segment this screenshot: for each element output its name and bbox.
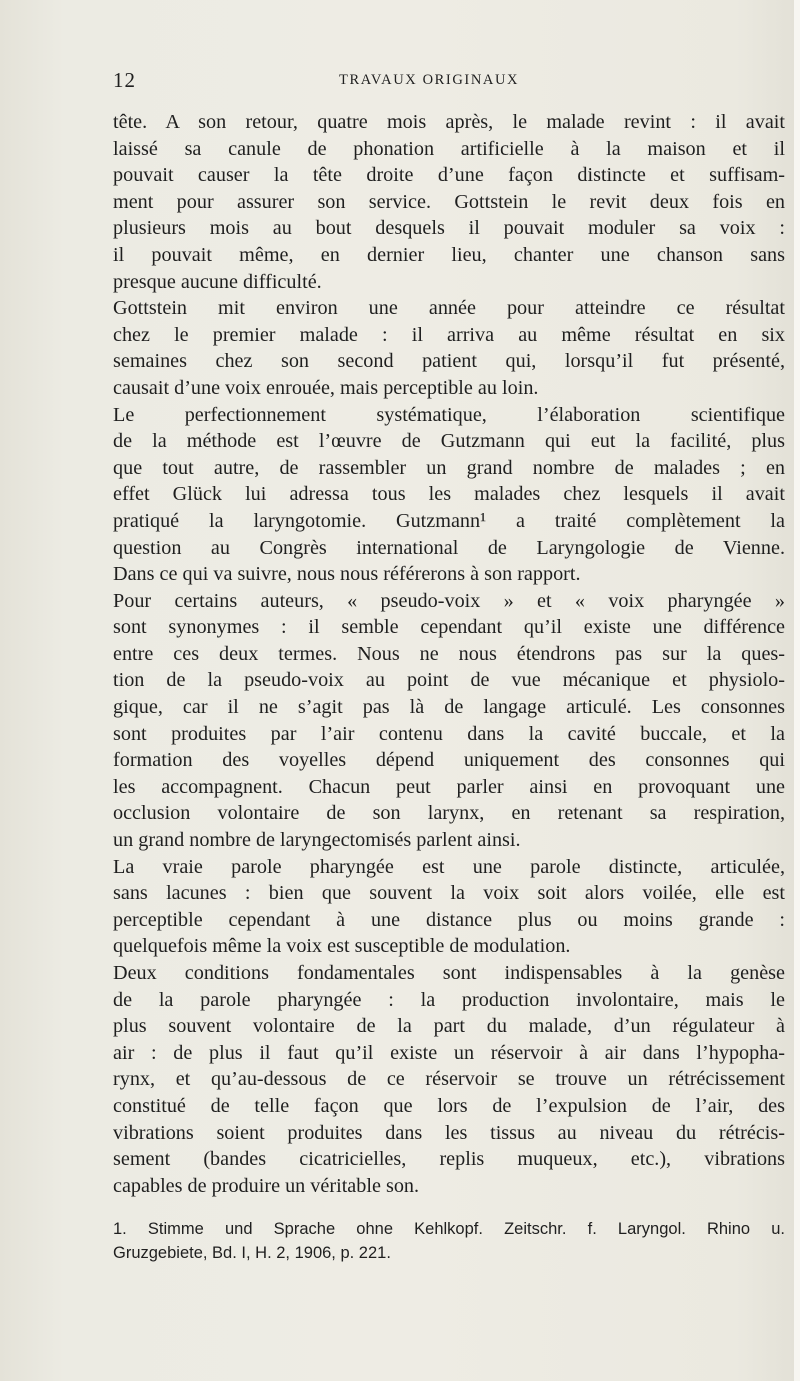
text-line: pratiqué la laryngotomie. Gutzmann¹ a traité complètement la <box>113 509 785 532</box>
text-line: plusieurs mois au bout desquels il pouvait moduler sa voix : <box>113 217 785 240</box>
text-line: rynx, et qu’au-dessous de ce réservoir se trouve un rétrécissement <box>113 1068 785 1091</box>
text-line: Deux conditions fondamentales sont indispensables à la genèse <box>113 962 785 984</box>
text-line: vibrations soient produites dans les tissus au niveau du rétrécis- <box>113 1121 785 1144</box>
text-line: Le perfectionnement systématique, l’élaboration scientifique <box>113 403 785 426</box>
page-edge <box>794 0 800 1381</box>
text-line: sans lacunes : bien que souvent la voix soit alors voilée, elle est <box>113 882 785 905</box>
text-line: ment pour assurer son service. Gottstein le revit deux fois en <box>113 190 785 213</box>
text-line: Pour certains auteurs, « pseudo-voix » et « voix pharyngée » <box>113 589 785 612</box>
text-line: que tout autre, de rassembler un grand nombre de malades ; en <box>113 456 785 479</box>
text-line: de la parole pharyngée : la production involontaire, mais le <box>113 988 785 1011</box>
text-line: air : de plus il faut qu’il existe un réservoir à air dans l’hypopha- <box>113 1041 785 1064</box>
page-number: 12 <box>113 68 136 92</box>
text-line: constitué de telle façon que lors de l’expulsion de l’air, des <box>113 1094 785 1117</box>
text-line: causait d’une voix enrouée, mais perceptible au loin. <box>113 376 539 399</box>
text-line: Gottstein mit environ une année pour atteindre ce résultat <box>113 297 785 320</box>
text-line: effet Glück lui adressa tous les malades chez lesquels il avait <box>113 483 785 506</box>
text-line: les accompagnent. Chacun peut parler ainsi en provoquant une <box>113 775 785 798</box>
body-text <box>113 109 785 1199</box>
footnote-line: 1. Stimme und Sprache ohne Kehlkopf. Zeitschr. f. Laryngol. Rhino u. <box>113 1220 785 1238</box>
text-line: quelquefois même la voix est susceptible de modulation. <box>113 935 571 958</box>
footnote-line: Gruzgebiete, Bd. I, H. 2, 1906, p. 221. <box>113 1244 391 1262</box>
text-line: pouvait causer la tête droite d’une façon distincte et suffisam- <box>113 164 785 187</box>
text-line: entre ces deux termes. Nous ne nous étendrons pas sur la ques- <box>113 642 785 665</box>
page-header <box>113 68 785 92</box>
running-head: TRAVAUX ORIGINAUX <box>339 72 520 88</box>
text-line: laissé sa canule de phonation artificielle à la maison et il <box>113 137 785 160</box>
text-line: tête. A son retour, quatre mois après, le malade revint : il avait <box>113 111 785 133</box>
text-line: formation des voyelles dépend uniquement des consonnes qui <box>113 749 785 772</box>
footnotes <box>113 1217 785 1265</box>
text-line: sont produites par l’air contenu dans la cavité buccale, et la <box>113 722 785 745</box>
text-line: il pouvait même, en dernier lieu, chanter une chanson sans <box>113 243 785 266</box>
text-line: semaines chez son second patient qui, lorsqu’il fut présenté, <box>113 350 785 373</box>
text-line: sont synonymes : il semble cependant qu’il existe une différence <box>113 616 785 639</box>
text-line: occlusion volontaire de son larynx, en retenant sa respiration, <box>113 802 785 825</box>
text-line: de la méthode est l’œuvre de Gutzmann qui eut la facilité, plus <box>113 430 785 453</box>
text-line: Dans ce qui va suivre, nous nous référerons à son rapport. <box>113 563 581 586</box>
text-line: presque aucune difficulté. <box>113 270 322 293</box>
text-line: perceptible cependant à une distance plus ou moins grande : <box>113 908 785 931</box>
text-line: La vraie parole pharyngée est une parole distincte, articulée, <box>113 855 785 878</box>
text-line: question au Congrès international de Laryngologie de Vienne. <box>113 536 785 559</box>
text-line: sement (bandes cicatricielles, replis muqueux, etc.), vibrations <box>113 1148 785 1171</box>
text-line: un grand nombre de laryngectomisés parlent ainsi. <box>113 829 521 852</box>
text-line: gique, car il ne s’agit pas là de langage articulé. Les consonnes <box>113 696 785 719</box>
text-line: plus souvent volontaire de la part du malade, d’un régulateur à <box>113 1015 785 1038</box>
text-line: tion de la pseudo-voix au point de vue mécanique et physiolo- <box>113 669 785 692</box>
text-line: chez le premier malade : il arriva au même résultat en six <box>113 323 785 346</box>
text-line: capables de produire un véritable son. <box>113 1174 420 1197</box>
